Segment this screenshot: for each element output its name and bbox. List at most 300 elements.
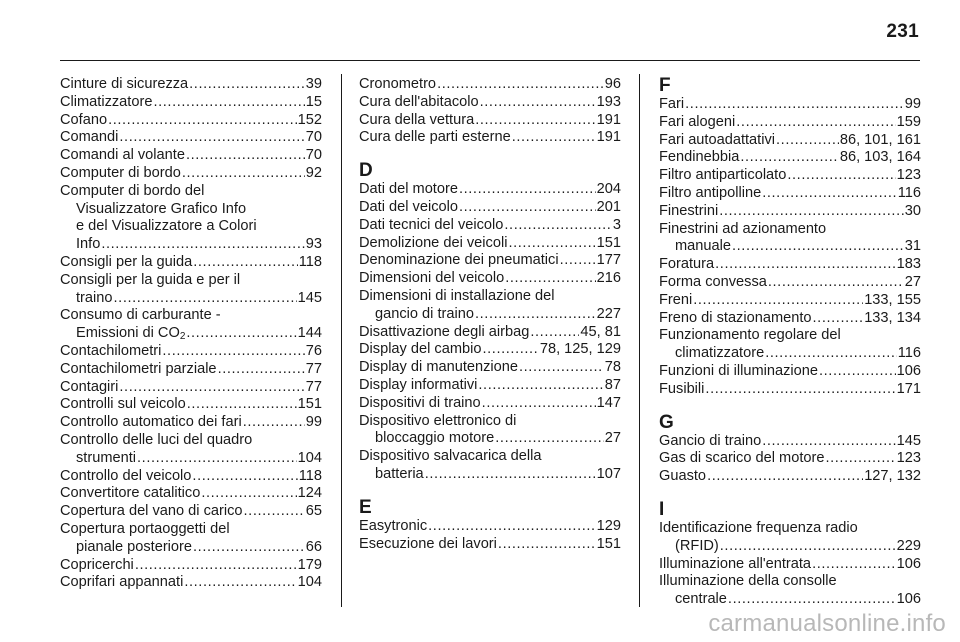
entry-last-line xyxy=(60,557,322,575)
dot-leader xyxy=(732,238,904,256)
entry-term xyxy=(659,96,684,114)
entry-term xyxy=(60,343,161,361)
index-entry xyxy=(359,217,621,235)
entry-term-text: Consigli per la guida xyxy=(60,253,193,270)
dot-leader xyxy=(114,290,297,308)
entry-page-ref: 96 xyxy=(604,76,621,92)
entry-term-text: Fendinebbia xyxy=(659,149,740,166)
entry-page-ref: 124 xyxy=(297,485,322,502)
dot-leader xyxy=(182,165,305,183)
index-entry xyxy=(359,112,621,130)
dot-leader xyxy=(184,574,296,592)
entry-page-ref: 87 xyxy=(604,376,621,393)
entry-page-ref: 159 xyxy=(896,113,921,130)
entry-page-ref: 171 xyxy=(896,380,921,397)
entry-last-line xyxy=(359,129,621,147)
entry-page-ref: 31 xyxy=(904,238,921,255)
index-entry xyxy=(60,307,322,343)
index-entry xyxy=(60,485,322,503)
index-entry xyxy=(359,448,621,484)
entry-term xyxy=(675,238,731,256)
entry-page-ref: 179 xyxy=(297,556,322,573)
entry-term xyxy=(659,132,775,150)
entry-page-ref: 145 xyxy=(896,432,921,449)
entry-last-line xyxy=(659,538,921,556)
entry-last-line xyxy=(659,468,921,486)
entry-page-ref: 92 xyxy=(305,164,322,181)
entry-term-text: Freno di stazionamento xyxy=(659,309,812,326)
entry-term-text: Gas di scarico del motore xyxy=(659,450,825,467)
entry-page-ref: 227 xyxy=(596,305,621,322)
entry-last-line xyxy=(60,343,322,361)
entry-page-ref: 123 xyxy=(896,450,921,467)
index-entry xyxy=(659,274,921,292)
entry-term-text: Guasto xyxy=(659,468,707,485)
dot-leader xyxy=(201,485,296,503)
entry-text-line: Illuminazione della consolle xyxy=(659,573,837,590)
dot-leader xyxy=(765,345,897,363)
entry-term-text: Contachilometri parziale xyxy=(60,360,217,377)
entry-term-text: Gancio di traino xyxy=(659,432,762,449)
index-entry xyxy=(659,520,921,556)
entry-last-line xyxy=(659,274,921,292)
entry-term-text: gancio di traino xyxy=(375,305,474,322)
entry-term-text: bloccaggio motore xyxy=(375,430,495,447)
entry-term xyxy=(659,363,818,381)
header-rule xyxy=(60,60,920,61)
entry-last-line xyxy=(659,381,921,399)
entry-term xyxy=(675,538,719,556)
index-entry xyxy=(60,521,322,557)
entry-term xyxy=(359,94,479,112)
index-entry xyxy=(359,395,621,413)
entry-term xyxy=(659,310,812,328)
dot-leader xyxy=(762,185,897,203)
entry-page-ref: 78, 125, 129 xyxy=(539,341,621,358)
dot-leader xyxy=(135,557,297,575)
entry-term xyxy=(60,414,242,432)
entry-term xyxy=(359,217,503,235)
entry-page-ref: 144 xyxy=(297,325,322,342)
entry-page-ref: 77 xyxy=(305,378,322,395)
entry-term xyxy=(76,539,192,557)
dot-leader xyxy=(762,433,895,451)
entry-text-line: Identificazione frequenza radio xyxy=(659,519,858,536)
entry-last-line xyxy=(60,468,322,486)
entry-term xyxy=(659,149,739,167)
index-entry xyxy=(60,396,322,414)
index-entry xyxy=(60,414,322,432)
entry-last-line xyxy=(359,377,621,395)
index-entry xyxy=(359,181,621,199)
index-column-2 xyxy=(359,76,621,553)
entry-term xyxy=(60,485,200,503)
index-entry xyxy=(60,379,322,397)
dot-leader xyxy=(428,518,596,536)
dot-leader xyxy=(193,254,297,272)
entry-page-ref: 147 xyxy=(596,394,621,411)
entry-term xyxy=(60,396,186,414)
entry-page-ref: 30 xyxy=(904,202,921,219)
entry-term-text: Display informativi xyxy=(359,376,478,393)
entry-term-text: Funzioni di illuminazione xyxy=(659,362,818,379)
dot-leader xyxy=(519,359,604,377)
entry-last-line xyxy=(60,503,322,521)
dot-leader xyxy=(720,538,896,556)
entry-last-line xyxy=(60,290,322,308)
index-entry xyxy=(359,199,621,217)
entry-page-ref: 70 xyxy=(305,129,322,146)
index-entry xyxy=(359,324,621,342)
index-entry xyxy=(60,557,322,575)
entry-term xyxy=(60,361,217,379)
entry-last-line xyxy=(359,341,621,359)
entry-term xyxy=(659,167,786,185)
entry-term-text: Info xyxy=(76,236,101,253)
dot-leader xyxy=(530,324,579,342)
entry-term-text: Filtro antiparticolato xyxy=(659,167,787,184)
dot-leader xyxy=(819,363,896,381)
index-entry xyxy=(659,114,921,132)
dot-leader xyxy=(504,217,611,235)
entry-term-text: strumenti xyxy=(76,449,137,466)
dot-leader xyxy=(187,396,297,414)
entry-term-text: Controllo automatico dei fari xyxy=(60,414,242,431)
entry-page-ref: 133, 155 xyxy=(864,291,921,308)
entry-term xyxy=(60,76,188,94)
entry-term xyxy=(60,574,183,592)
entry-term xyxy=(359,235,507,253)
entry-term xyxy=(659,114,735,132)
entry-last-line xyxy=(659,114,921,132)
index-entry xyxy=(60,76,322,94)
entry-term-text: Comandi al volante xyxy=(60,147,185,164)
entry-page-ref: 65 xyxy=(305,503,322,520)
dot-leader xyxy=(192,468,297,486)
dot-leader xyxy=(437,76,604,94)
entry-last-line xyxy=(359,466,621,484)
entry-page-ref: 151 xyxy=(297,396,322,413)
section-letter: I xyxy=(659,498,665,520)
entry-term xyxy=(76,236,100,254)
entry-term-text: manuale xyxy=(675,238,731,255)
entry-term-text: Dispositivi di traino xyxy=(359,394,481,411)
dot-leader xyxy=(119,379,304,397)
entry-last-line xyxy=(359,359,621,377)
entry-text-line: Controllo delle luci del quadro xyxy=(60,431,253,448)
entry-term-text: Esecuzione dei lavori xyxy=(359,535,497,552)
entry-page-ref: 45, 81 xyxy=(580,323,621,340)
entry-term-text: Computer di bordo xyxy=(60,164,181,181)
index-entry xyxy=(60,343,322,361)
entry-term-text: Display di manutenzione xyxy=(359,359,518,376)
entry-page-ref: 129 xyxy=(596,517,621,534)
dot-leader xyxy=(189,76,305,94)
entry-last-line xyxy=(359,76,621,94)
index-entry xyxy=(359,235,621,253)
index-entry xyxy=(659,468,921,486)
index-entry xyxy=(659,381,921,399)
index-entry xyxy=(60,468,322,486)
dot-leader xyxy=(505,270,595,288)
entry-page-ref: 151 xyxy=(596,535,621,552)
dot-leader xyxy=(459,199,596,217)
dot-leader xyxy=(776,132,839,150)
entry-subscript: 2 xyxy=(179,331,186,343)
entry-term-text: Denominazione dei pneumatici xyxy=(359,252,559,269)
entry-last-line xyxy=(359,270,621,288)
entry-last-line xyxy=(359,536,621,554)
index-column-1 xyxy=(60,76,322,592)
entry-text-line: Consumo di carburante - xyxy=(60,307,221,324)
dot-leader xyxy=(162,343,304,361)
dot-leader xyxy=(482,395,596,413)
entry-last-line xyxy=(659,167,921,185)
entry-last-line xyxy=(359,324,621,342)
entry-term-text: Dati del motore xyxy=(359,181,458,198)
entry-page-ref: 118 xyxy=(298,467,322,484)
dot-leader xyxy=(218,361,305,379)
index-entry xyxy=(60,432,322,468)
dot-leader xyxy=(736,114,895,132)
entry-last-line xyxy=(659,203,921,221)
entry-last-line xyxy=(359,430,621,448)
index-entry xyxy=(359,341,621,359)
entry-term-text: Contagiri xyxy=(60,378,119,395)
entry-page-ref: 70 xyxy=(305,147,322,164)
entry-last-line xyxy=(60,94,322,112)
index-column-3 xyxy=(659,76,921,609)
entry-term xyxy=(375,466,424,484)
index-entry xyxy=(359,518,621,536)
entry-last-line xyxy=(659,292,921,310)
dot-leader xyxy=(495,430,604,448)
index-entry xyxy=(60,165,322,183)
entry-page-ref: 133, 134 xyxy=(864,309,921,326)
dot-leader xyxy=(508,235,595,253)
entry-page-ref: 76 xyxy=(305,342,322,359)
dot-leader xyxy=(137,450,297,468)
entry-term-text: Comandi xyxy=(60,129,119,146)
entry-last-line xyxy=(60,485,322,503)
entry-last-line xyxy=(359,181,621,199)
entry-term-text: Convertitore catalitico xyxy=(60,485,201,502)
entry-term-text: Disattivazione degli airbag xyxy=(359,323,530,340)
entry-term xyxy=(375,306,474,324)
entry-page-ref: 27 xyxy=(604,430,621,447)
entry-term-text: Demolizione dei veicoli xyxy=(359,234,508,251)
entry-term xyxy=(659,203,718,221)
entry-page-ref: 118 xyxy=(298,253,322,270)
index-entry xyxy=(359,94,621,112)
entry-last-line xyxy=(659,256,921,274)
entry-term xyxy=(375,430,494,448)
index-entry xyxy=(359,129,621,147)
entry-term xyxy=(359,76,436,94)
entry-page-ref: 183 xyxy=(896,256,921,273)
entry-last-line xyxy=(60,325,322,343)
entry-last-line xyxy=(659,149,921,167)
dot-leader xyxy=(498,536,596,554)
entry-page-ref: 104 xyxy=(297,449,322,466)
entry-term-text: Finestrini xyxy=(659,202,719,219)
column-divider-1 xyxy=(341,74,342,607)
entry-last-line xyxy=(60,450,322,468)
index-entry xyxy=(659,292,921,310)
entry-text-line: Consigli per la guida e per il xyxy=(60,271,241,288)
entry-text-line: Dimensioni di installazione del xyxy=(359,287,555,304)
entry-page-ref: 15 xyxy=(305,93,322,110)
entry-term-text: Climatizzatore xyxy=(60,93,153,110)
index-entry xyxy=(659,167,921,185)
entry-text-line: Dispositivo elettronico di xyxy=(359,412,517,429)
entry-term xyxy=(359,395,481,413)
entry-term xyxy=(76,325,185,343)
entry-term-text: Dati tecnici del veicolo xyxy=(359,216,504,233)
index-entry xyxy=(659,256,921,274)
entry-term-text: climatizzatore xyxy=(675,345,765,362)
dot-leader xyxy=(812,556,896,574)
entry-term-text: Forma convessa xyxy=(659,273,767,290)
entry-last-line xyxy=(659,185,921,203)
entry-term-text: Dati del veicolo xyxy=(359,198,458,215)
dot-leader xyxy=(108,112,297,130)
dot-leader xyxy=(193,539,305,557)
entry-term xyxy=(76,290,113,308)
entry-term-text: Copricerchi xyxy=(60,556,134,573)
entry-term xyxy=(659,381,704,399)
entry-page-ref: 3 xyxy=(612,216,621,233)
entry-last-line xyxy=(60,236,322,254)
entry-term-text: Emissioni di CO xyxy=(76,325,180,342)
entry-page-ref: 106 xyxy=(896,591,921,608)
entry-term-text: Coprifari appannati xyxy=(60,574,184,591)
dot-leader xyxy=(825,450,895,468)
entry-last-line xyxy=(359,217,621,235)
entry-term-text: traino xyxy=(76,289,113,306)
entry-last-line xyxy=(60,574,322,592)
entry-term xyxy=(60,112,107,130)
entry-page-ref: 106 xyxy=(896,555,921,572)
dot-leader xyxy=(512,129,596,147)
entry-page-ref: 204 xyxy=(596,181,621,198)
index-entry xyxy=(359,536,621,554)
entry-term xyxy=(60,94,152,112)
entry-page-ref: 191 xyxy=(596,129,621,146)
entry-term xyxy=(60,254,192,272)
dot-leader xyxy=(768,274,904,292)
entry-page-ref: 151 xyxy=(596,234,621,251)
entry-term-text: Fari alogeni xyxy=(659,113,736,130)
entry-page-ref: 86, 103, 164 xyxy=(839,149,921,166)
entry-term xyxy=(359,129,511,147)
entry-term-text: Copertura del vano di carico xyxy=(60,503,243,520)
entry-term-text: Illuminazione all'entrata xyxy=(659,555,812,572)
entry-term xyxy=(675,345,764,363)
dot-leader xyxy=(705,381,895,399)
entry-page-ref: 193 xyxy=(596,93,621,110)
entry-term xyxy=(675,591,727,609)
dot-leader xyxy=(459,181,596,199)
entry-term xyxy=(359,252,559,270)
index-entry xyxy=(359,359,621,377)
index-entry xyxy=(659,149,921,167)
entry-term xyxy=(76,450,136,468)
entry-term xyxy=(359,341,481,359)
entry-term xyxy=(659,556,811,574)
entry-term-text: Cura delle parti esterne xyxy=(359,129,511,146)
index-entry xyxy=(359,413,621,449)
entry-page-ref: 191 xyxy=(596,111,621,128)
dot-leader xyxy=(186,147,305,165)
dot-leader xyxy=(707,468,863,486)
entry-last-line xyxy=(60,147,322,165)
entry-term xyxy=(359,270,504,288)
entry-term xyxy=(659,274,767,292)
entry-term xyxy=(60,129,118,147)
entry-term-text: Contachilometri xyxy=(60,342,162,359)
entry-page-ref: 77 xyxy=(305,360,322,377)
entry-page-ref: 201 xyxy=(596,198,621,215)
index-entry xyxy=(60,147,322,165)
index-entry xyxy=(359,377,621,395)
dot-leader xyxy=(480,94,596,112)
entry-last-line xyxy=(60,539,322,557)
index-entry xyxy=(659,221,921,257)
dot-leader xyxy=(560,252,596,270)
section-letter: D xyxy=(359,160,373,182)
entry-last-line xyxy=(359,306,621,324)
entry-last-line xyxy=(659,310,921,328)
dot-leader xyxy=(101,236,304,254)
entry-page-ref: 116 xyxy=(897,184,921,201)
entry-text-line: Dispositivo salvacarica della xyxy=(359,448,542,465)
entry-last-line xyxy=(60,76,322,94)
entry-last-line xyxy=(60,254,322,272)
index-entry xyxy=(359,270,621,288)
entry-term xyxy=(359,112,474,130)
entry-last-line xyxy=(359,252,621,270)
entry-term xyxy=(60,379,118,397)
entry-term xyxy=(359,324,529,342)
entry-page-ref: 106 xyxy=(896,362,921,379)
entry-term xyxy=(659,433,761,451)
entry-last-line xyxy=(359,199,621,217)
index-entry xyxy=(659,203,921,221)
entry-page-ref: 152 xyxy=(297,111,322,128)
index-entry xyxy=(60,112,322,130)
entry-text-line: Finestrini ad azionamento xyxy=(659,220,827,237)
section-letter: E xyxy=(359,496,372,518)
entry-term xyxy=(60,165,181,183)
section-letter: F xyxy=(659,75,671,96)
entry-last-line xyxy=(60,379,322,397)
entry-term-text: Cronometro xyxy=(359,76,437,92)
index-entry xyxy=(359,76,621,94)
entry-page-ref: 177 xyxy=(596,252,621,269)
dot-leader xyxy=(787,167,895,185)
dot-leader xyxy=(482,341,538,359)
entry-term xyxy=(359,377,477,395)
entry-term xyxy=(359,359,518,377)
dot-leader xyxy=(475,112,595,130)
entry-page-ref: 27 xyxy=(904,273,921,290)
index-entry xyxy=(659,132,921,150)
index-entry xyxy=(659,573,921,609)
index-entry xyxy=(60,94,322,112)
entry-last-line xyxy=(60,414,322,432)
entry-term xyxy=(659,292,692,310)
